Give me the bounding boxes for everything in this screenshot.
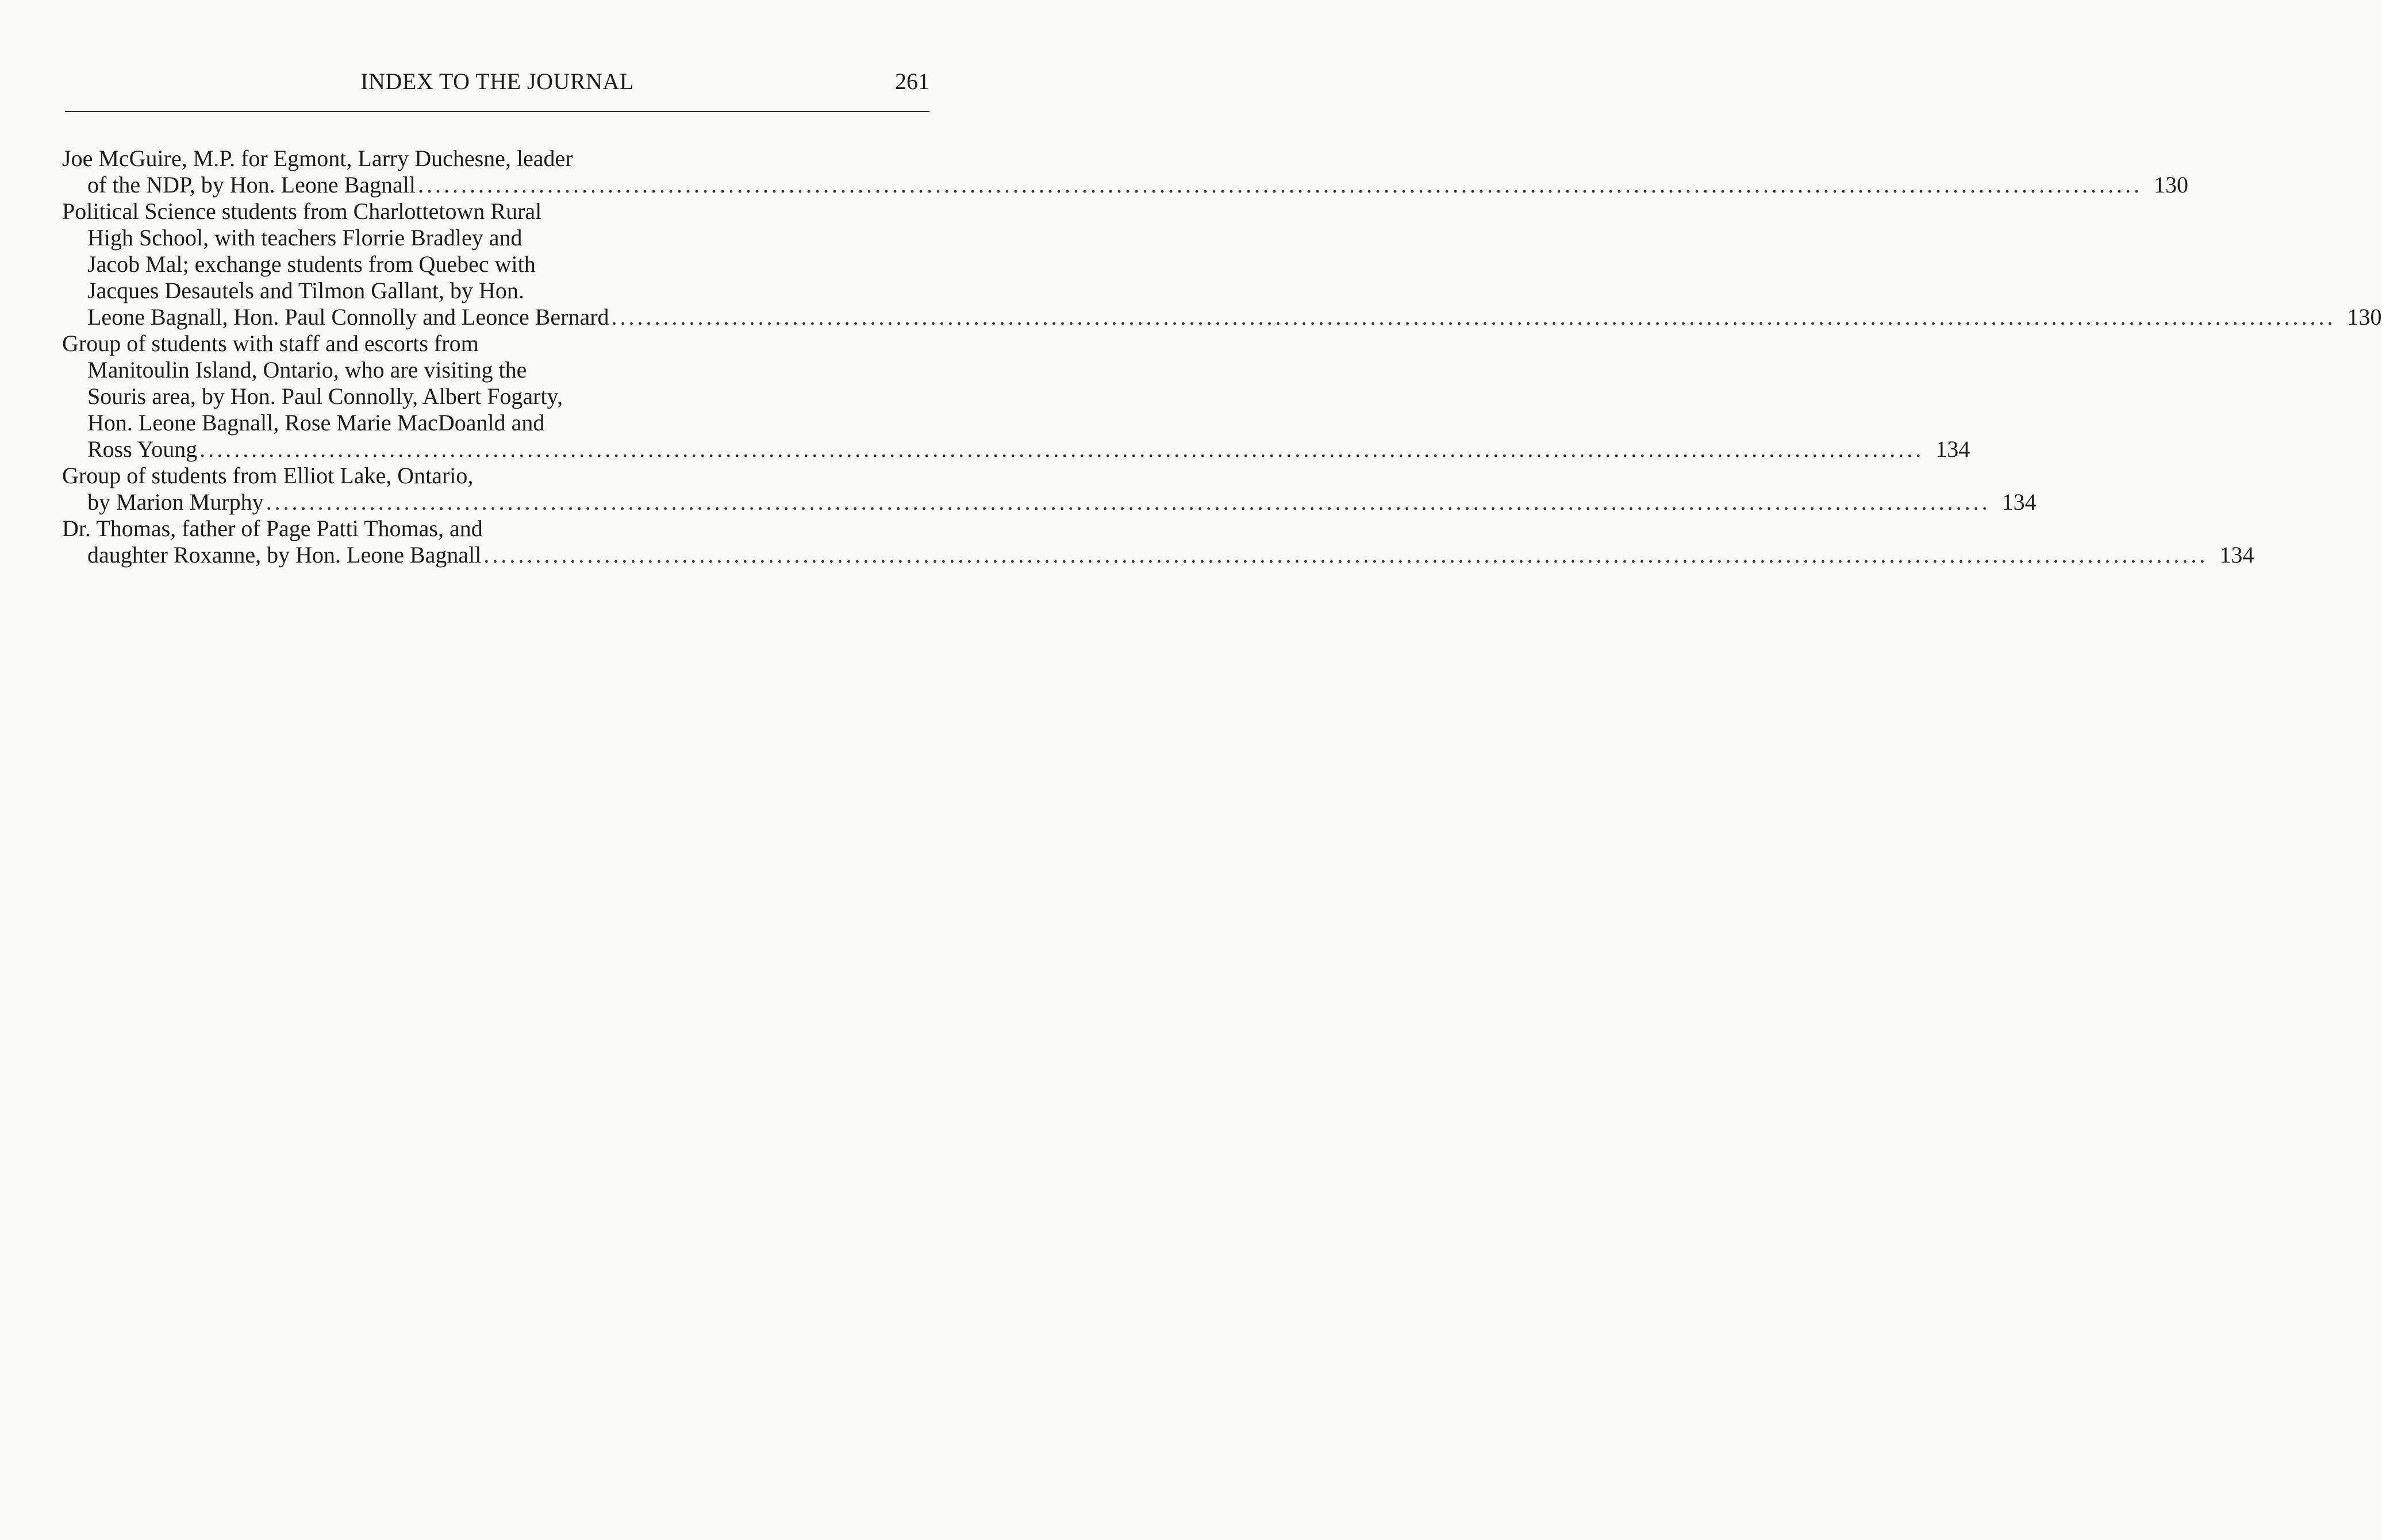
entry-line: by Marion Murphy — [87, 489, 264, 515]
page-reference: 134 — [1935, 436, 1970, 462]
index-entry — [62, 198, 2382, 330]
page-reference: 134 — [2001, 489, 2037, 515]
index-entry — [62, 515, 2254, 568]
index-list — [62, 145, 2382, 568]
entry-line: Leone Bagnall, Hon. Paul Connolly and Leonce Bernard — [87, 304, 609, 330]
entry-line: Group of students with staff and escorts from — [62, 330, 479, 356]
dot-leader: ........................................................................................................................................................................................................ — [266, 489, 1991, 515]
entry-last-line — [62, 489, 2037, 515]
entry-last-line — [62, 542, 2254, 568]
entry-line: Jacob Mal; exchange students from Quebec with — [87, 251, 536, 277]
entry-line: Jacques Desautels and Tilmon Gallant, by Hon. — [87, 278, 524, 303]
page-number: 261 — [895, 68, 929, 94]
entry-last-line — [62, 304, 2382, 330]
page-reference: 134 — [2219, 542, 2254, 568]
entry-last-line — [62, 436, 1970, 463]
running-title: INDEX TO THE JOURNAL — [360, 68, 634, 94]
entry-line: Hon. Leone Bagnall, Rose Marie MacDoanld and — [87, 410, 545, 436]
entry-line: Souris area, by Hon. Paul Connolly, Albert Fogarty, — [87, 383, 563, 409]
entry-line: Joe McGuire, M.P. for Egmont, Larry Duchesne, leader — [62, 145, 573, 171]
entry-last-line — [62, 172, 2189, 198]
page-reference: 130 — [2154, 172, 2189, 198]
dot-leader: ........................................................................................................................................................................................................ — [611, 304, 2336, 330]
running-head — [65, 64, 929, 99]
entry-line: Manitoulin Island, Ontario, who are visiting the — [87, 357, 527, 383]
page-reference: 130 — [2347, 304, 2382, 330]
dot-leader: ........................................................................................................................................................................................................ — [418, 172, 2143, 198]
header-rule — [65, 111, 929, 112]
index-entry — [62, 463, 2037, 515]
index-entry — [62, 145, 2189, 198]
dot-leader: ........................................................................................................................................................................................................ — [199, 436, 1924, 462]
entry-line: High School, with teachers Florrie Bradley and — [87, 225, 522, 251]
dot-leader: ........................................................................................................................................................................................................ — [483, 542, 2208, 568]
entry-line: Dr. Thomas, father of Page Patti Thomas, and — [62, 515, 483, 541]
entry-line: Political Science students from Charlottetown Rural — [62, 198, 542, 224]
entry-line: Group of students from Elliot Lake, Ontario, — [62, 463, 474, 488]
entry-line: Ross Young — [87, 436, 198, 462]
index-entry — [62, 330, 1970, 463]
entry-line: daughter Roxanne, by Hon. Leone Bagnall — [87, 542, 482, 568]
entry-line: of the NDP, by Hon. Leone Bagnall — [87, 172, 416, 198]
